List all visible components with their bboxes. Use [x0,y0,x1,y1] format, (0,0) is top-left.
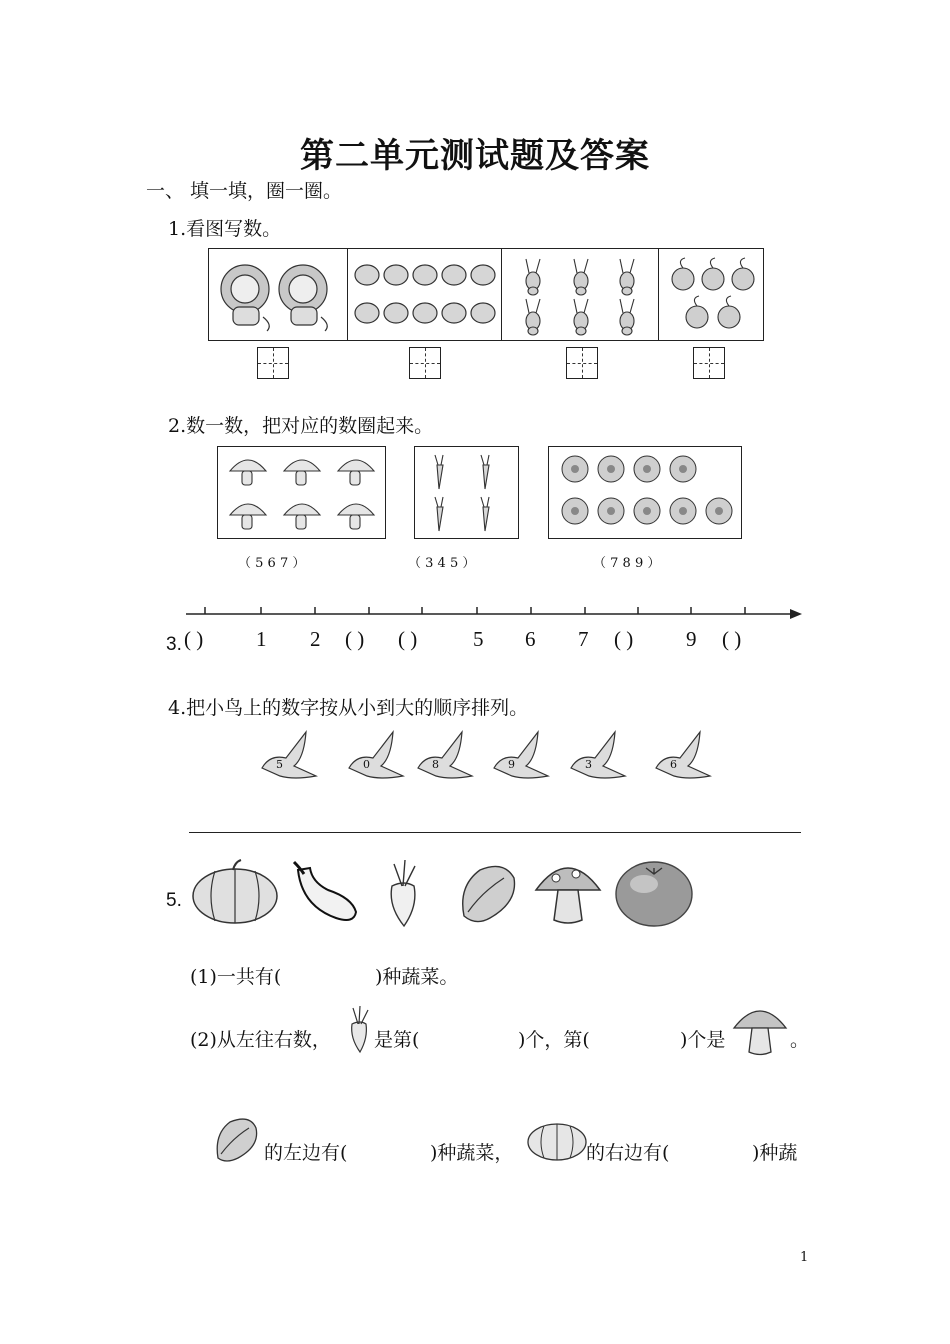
q5-sub2-part-c: )个，第( [518,1029,590,1051]
bird-number: 8 [432,758,439,771]
radish-icon [378,856,428,930]
tick-label[interactable]: ( ) [614,627,634,651]
tick-label: 2 [310,627,321,651]
radish-icon [344,1004,374,1054]
bird-card [345,728,409,792]
tick-label[interactable]: ( ) [184,627,204,651]
stone-group-image [353,257,499,335]
bird-card [490,728,554,792]
tick-label[interactable]: ( ) [398,627,418,651]
tick-label[interactable]: ( ) [722,627,742,651]
tick-label[interactable]: ( ) [345,627,365,651]
bird-icon [345,728,409,792]
q1-label: 1.看图写数。 [168,218,282,240]
q5-sub2-part-b: 是第( [374,1029,420,1051]
q5-sub3-part-a: 的左边有( [264,1142,348,1164]
tick-label: 7 [578,627,589,651]
options-group-3[interactable]: （ 7 8 9 ） [593,556,661,571]
pumpkin-icon [190,856,280,926]
bird-icon [414,728,478,792]
bird-card [567,728,631,792]
answer-box[interactable] [257,347,289,379]
bird-icon [490,728,554,792]
bird-number: 3 [585,758,592,771]
q4-label: 4.把小鸟上的数字按从小到大的顺序排列。 [168,697,529,719]
page-number: 1 [800,1250,809,1265]
tick-label: 6 [525,627,536,651]
mushroom-icon [730,1002,790,1058]
flower-group [548,446,742,539]
gourd-group-image [665,255,759,335]
bird-icon [567,728,631,792]
answer-box[interactable] [409,347,441,379]
carrot-group [414,446,519,539]
answer-box[interactable] [566,347,598,379]
mushroom-group-image [224,451,380,535]
bird-number: 9 [508,758,515,771]
tick-label: 5 [473,627,484,651]
q5-sub3-part-c: 的右边有( [586,1142,670,1164]
q1-picture-strip [208,248,764,341]
q5-sub2-part-a: (2)从左往右数， [190,1029,331,1051]
bird-number: 5 [276,758,283,771]
bird-icon [652,728,716,792]
q5-sub2-part-d: )个是 [680,1029,726,1051]
carrot-group-image [423,451,511,535]
options-group-1[interactable]: （ 5 6 7 ） [238,556,306,571]
mushroom-group [217,446,386,539]
answer-box[interactable] [693,347,725,379]
q5-sub2-part-e: 。 [790,1029,810,1051]
q5-sub1-part-a: (1)一共有( [190,966,282,988]
tomato-icon [614,856,696,928]
mushroom-icon [532,856,604,928]
cabbage-icon [212,1110,262,1164]
q2-label: 2.数一数，把对应的数圈起来。 [168,415,434,437]
q5-sub3-part-d: )种蔬 [752,1142,798,1164]
options-group-2[interactable]: （ 3 4 5 ） [408,556,476,571]
bird-icon [258,728,322,792]
tick-label: 1 [256,627,267,651]
bird-card [258,728,322,792]
q5-label: 5. [166,890,182,911]
q3-label: 3. [166,634,182,655]
flower-group-image [559,453,735,533]
page-title: 第二单元测试题及答案 [300,136,650,176]
pumpkin-icon [526,1116,588,1162]
bird-card [414,728,478,792]
q5-sub1-part-b: )种蔬菜。 [375,966,459,988]
section-heading: 一、 填一填，圈一圈。 [146,180,343,202]
number-line [184,604,806,624]
bird-card [652,728,716,792]
q5-sub3-part-b: )种蔬菜， [430,1142,514,1164]
bird-number: 0 [363,758,370,771]
rabbit-group-image [509,253,651,337]
answer-line[interactable] [189,832,801,833]
cabbage-icon [456,858,520,926]
tick-label: 9 [686,627,697,651]
lion-group-image [215,255,343,335]
eggplant-icon [288,856,360,926]
bird-number: 6 [670,758,677,771]
